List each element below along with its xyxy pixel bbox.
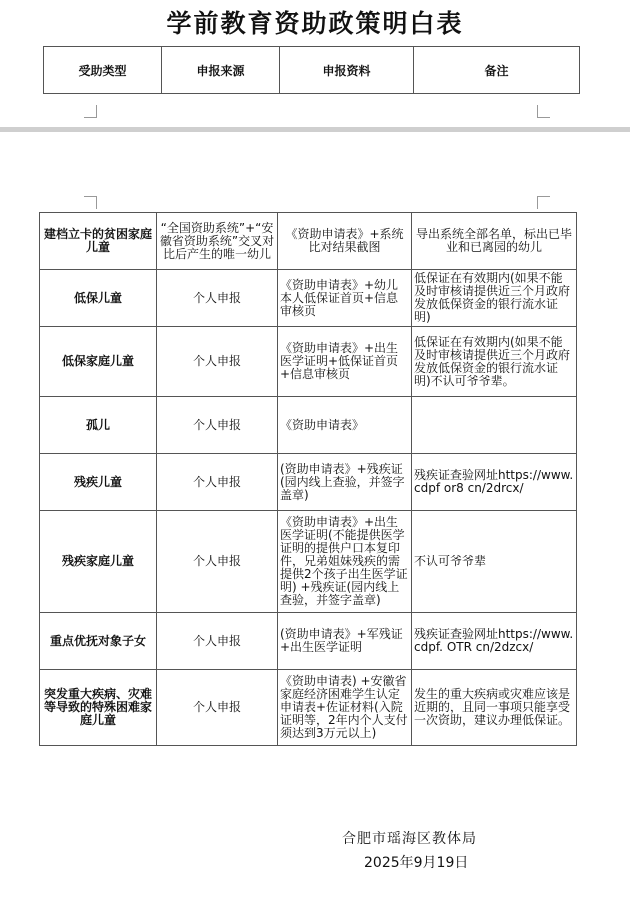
header-cell: 备注 bbox=[414, 47, 580, 94]
note-cell: 不认可爷爷辈 bbox=[412, 511, 577, 613]
table-row bbox=[40, 454, 577, 511]
source-cell: 个人申报 bbox=[157, 613, 278, 670]
policy-table bbox=[39, 212, 577, 746]
table-row bbox=[40, 213, 577, 270]
note-cell bbox=[412, 397, 577, 454]
type-cell: 低保家庭儿童 bbox=[40, 327, 157, 397]
header-cell: 受助类型 bbox=[44, 47, 162, 94]
materials-cell: 《资助申请表》+系统比对结果截图 bbox=[278, 213, 412, 270]
type-cell: 残疾儿童 bbox=[40, 454, 157, 511]
crop-mark bbox=[84, 196, 97, 209]
materials-cell: (资助申请表》+残疾证(园内线上查验，并签字盖章) bbox=[278, 454, 412, 511]
materials-cell: (资助申请表》+军残证+出生医学证明 bbox=[278, 613, 412, 670]
crop-mark bbox=[537, 105, 550, 118]
table-row bbox=[40, 270, 577, 327]
issuing-organization: 合肥市瑶海区教体局 bbox=[342, 831, 477, 847]
note-cell: 残疾证查验网址https://www. cdpf. OTR cn/2dzcx/ bbox=[412, 613, 577, 670]
type-cell: 低保儿童 bbox=[40, 270, 157, 327]
materials-cell: 《资助申请表》+出生医学证明(不能提供医学证明的提供户口本复印件，兄弟姐妹残疾的需提供2个孩子出生医学证明) +残疾证(园内线上查验，并签字盖章) bbox=[278, 511, 412, 613]
page-title: 学前教育资助政策明白表 bbox=[166, 9, 464, 38]
table-row bbox=[40, 511, 577, 613]
table-row bbox=[40, 613, 577, 670]
header-table bbox=[43, 46, 580, 94]
source-cell: “全国资助系统”+“安徽省资助系统”交叉对比后产生的唯一幼儿 bbox=[157, 213, 278, 270]
table-row bbox=[40, 397, 577, 454]
source-cell: 个人申报 bbox=[157, 270, 278, 327]
type-cell: 突发重大疾病、灾难等导致的特殊困难家庭儿童 bbox=[40, 670, 157, 746]
materials-cell: 《资助申请表》 bbox=[278, 397, 412, 454]
type-cell: 孤儿 bbox=[40, 397, 157, 454]
header-cell: 申报来源 bbox=[162, 47, 280, 94]
type-cell: 建档立卡的贫困家庭儿童 bbox=[40, 213, 157, 270]
materials-cell: 《资助申请表) +安徽省家庭经济困难学生认定申请表+佐证材料(入院证明等，2年内个人支付须达到3万元以上) bbox=[278, 670, 412, 746]
note-cell: 导出系统全部名单，标出已毕业和已离园的幼儿 bbox=[412, 213, 577, 270]
source-cell: 个人申报 bbox=[157, 327, 278, 397]
type-cell: 残疾家庭儿童 bbox=[40, 511, 157, 613]
header-cell: 申报资料 bbox=[280, 47, 414, 94]
crop-mark bbox=[84, 105, 97, 118]
materials-cell: 《资助申请表》+幼儿本人低保证首页+信息审核页 bbox=[278, 270, 412, 327]
source-cell: 个人申报 bbox=[157, 397, 278, 454]
page-separator bbox=[0, 127, 630, 132]
table-row bbox=[40, 327, 577, 397]
materials-cell: 《资助申请表》+出生医学证明+低保证首页+信息审核页 bbox=[278, 327, 412, 397]
note-cell: 残疾证查验网址https://www. cdpf or8 cn/2drcx/ bbox=[412, 454, 577, 511]
source-cell: 个人申报 bbox=[157, 454, 278, 511]
source-cell: 个人申报 bbox=[157, 670, 278, 746]
note-cell: 低保证在有效期内(如果不能及时审核请提供近三个月政府发放低保资金的银行流水证明) bbox=[412, 270, 577, 327]
note-cell: 发生的重大疾病或灾难应该是近期的，且同一事项只能享受一次资助，建议办理低保证。 bbox=[412, 670, 577, 746]
table-row bbox=[40, 670, 577, 746]
source-cell: 个人申报 bbox=[157, 511, 278, 613]
type-cell: 重点优抚对象子女 bbox=[40, 613, 157, 670]
issue-date: 2025年9月19日 bbox=[364, 855, 469, 871]
crop-mark bbox=[537, 196, 550, 209]
note-cell: 低保证在有效期内(如果不能及时审核请提供近三个月政府发放低保资金的银行流水证明)不认可爷爷辈。 bbox=[412, 327, 577, 397]
